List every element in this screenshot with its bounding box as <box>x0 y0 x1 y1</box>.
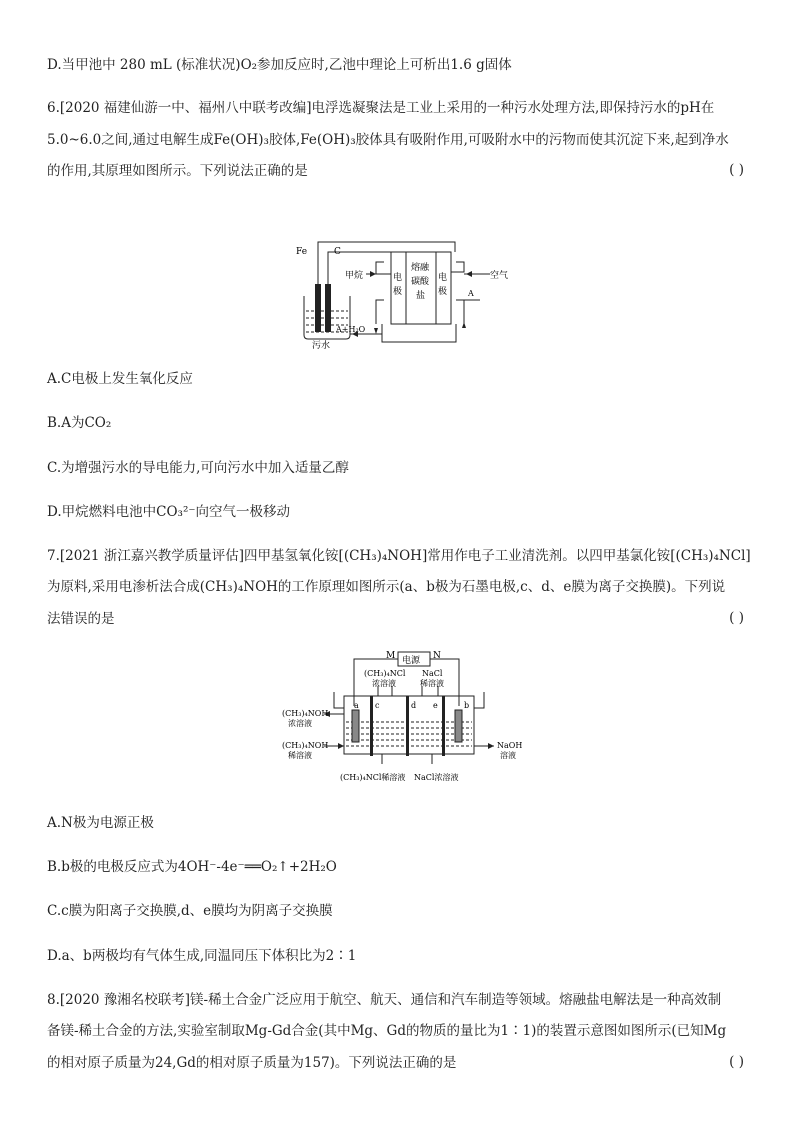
q7-option-b: B.b极的电极反应式为4OH⁻-4e⁻══O₂↑+2H₂O <box>47 859 337 875</box>
q6-stem-line2: 5.0~6.0之间,通过电解生成Fe(OH)₃胶体,Fe(OH)₃胶体具有吸附作用,可吸附水中的污物而使其沉淀下来,起到净水 <box>47 132 729 148</box>
q7-label-top-left-2: 浓溶液 <box>372 679 396 688</box>
q6-label-methane: 甲烷 <box>345 271 364 281</box>
q5-option-d: D.当甲池中 280 mL (标准状况)O₂参加反应时,乙池中理论上可析出1.6 g固体 <box>47 57 512 73</box>
q6-label-salt-2: 碳酸 <box>411 277 430 287</box>
q7-label-m: M <box>386 651 396 661</box>
q6-label-salt-3: 盐 <box>416 291 426 301</box>
q8-answer-paren: ( ) <box>729 1054 744 1070</box>
q8-stem-line2: 备镁-稀土合金的方法,实验室制取Mg-Gd合金(其中Mg、Gd的物质的量比为1∶1)的装置示意图如图所示(已知Mg <box>47 1023 727 1039</box>
q6-option-b: B.A为CO₂ <box>47 415 112 431</box>
q7-answer-paren: ( ) <box>729 610 744 626</box>
q7-stem-line3: 法错误的是 <box>47 611 115 627</box>
q7-label-membrane-e: e <box>433 701 438 710</box>
q7-label-left-1b: 浓溶液 <box>288 719 312 728</box>
q6-stem-line3: 的作用,其原理如图所示。下列说法正确的是 <box>47 163 308 179</box>
q6-stem-line1: 6.[2020 福建仙游一中、福州八中联考改编]电浮选凝聚法是工业上采用的一种污水处理方法,即保持污水的pH在 <box>47 100 715 116</box>
q7-option-c: C.c膜为阳离子交换膜,d、e膜均为阴离子交换膜 <box>47 903 333 919</box>
q7-label-power: 电源 <box>402 656 421 666</box>
q7-label-electrode-b: b <box>464 701 470 710</box>
q7-label-top-right-2: 稀溶液 <box>420 679 444 688</box>
q7-label-top-right-1: NaCl <box>422 669 443 678</box>
q7-label-left-2b: 稀溶液 <box>288 751 312 760</box>
q7-label-electrode-a: a <box>354 701 359 710</box>
q6-label-electrode-left-1: 电 <box>393 273 403 283</box>
q6-answer-paren: ( ) <box>729 162 744 178</box>
q6-figure <box>290 238 520 350</box>
q6-option-c: C.为增强污水的导电能力,可向污水中加入适量乙醇 <box>47 460 349 476</box>
q6-label-salt-1: 熔融 <box>411 263 430 273</box>
q7-label-membrane-c: c <box>375 701 380 710</box>
q7-label-left-1a: (CH₃)₄NOH <box>282 709 329 718</box>
q7-label-n: N <box>433 651 441 661</box>
q6-label-fe: Fe <box>296 247 308 257</box>
q7-label-bottom-right: NaCl浓溶液 <box>414 773 459 782</box>
q6-option-d: D.甲烷燃料电池中CO₃²⁻向空气一极移动 <box>47 504 290 520</box>
q7-label-right-1: NaOH <box>497 741 523 750</box>
q7-label-left-2a: (CH₃)₄NOH <box>282 741 329 750</box>
q6-label-electrode-right-2: 极 <box>438 287 448 297</box>
q6-label-electrode-left-2: 极 <box>393 287 403 297</box>
q6-label-a: A <box>468 289 474 298</box>
q6-label-sewage: 污水 <box>312 341 331 350</box>
q6-label-c: C <box>334 247 341 257</box>
q8-stem-line1: 8.[2020 豫湘名校联考]镁-稀土合金广泛应用于航空、航天、通信和汽车制造等领域。熔融盐电解法是一种高效制 <box>47 992 722 1008</box>
q7-label-membrane-d: d <box>411 701 417 710</box>
q7-stem-line1: 7.[2021 浙江嘉兴教学质量评估]四甲基氢氧化铵[(CH₃)₄NOH]常用作电子工业清洗剂。以四甲基氯化铵[(CH₃)₄NCl] <box>47 548 751 564</box>
q7-option-a: A.N极为电源正极 <box>47 815 154 831</box>
q7-figure <box>282 648 542 786</box>
q7-label-right-2: 溶液 <box>500 751 516 760</box>
q7-stem-line2: 为原料,采用电渗析法合成(CH₃)₄NOH的工作原理如图所示(a、b极为石墨电极,c、d、e膜为离子交换膜)。下列说 <box>47 579 726 595</box>
q7-option-d: D.a、b两极均有气体生成,同温同压下体积比为2∶1 <box>47 948 357 964</box>
q6-option-a: A.C电极上发生氧化反应 <box>47 371 193 387</box>
q6-label-air: 空气 <box>490 271 509 281</box>
q7-label-bottom-left: (CH₃)₄NCl稀溶液 <box>340 773 406 782</box>
q8-stem-line3: 的相对原子质量为24,Gd的相对原子质量为157)。下列说法正确的是 <box>47 1055 457 1071</box>
q6-label-electrode-right-1: 电 <box>438 273 448 283</box>
q6-label-a-h2o: A+H₂O <box>336 325 366 334</box>
q7-label-top-left-1: (CH₃)₄NCl <box>364 669 406 678</box>
